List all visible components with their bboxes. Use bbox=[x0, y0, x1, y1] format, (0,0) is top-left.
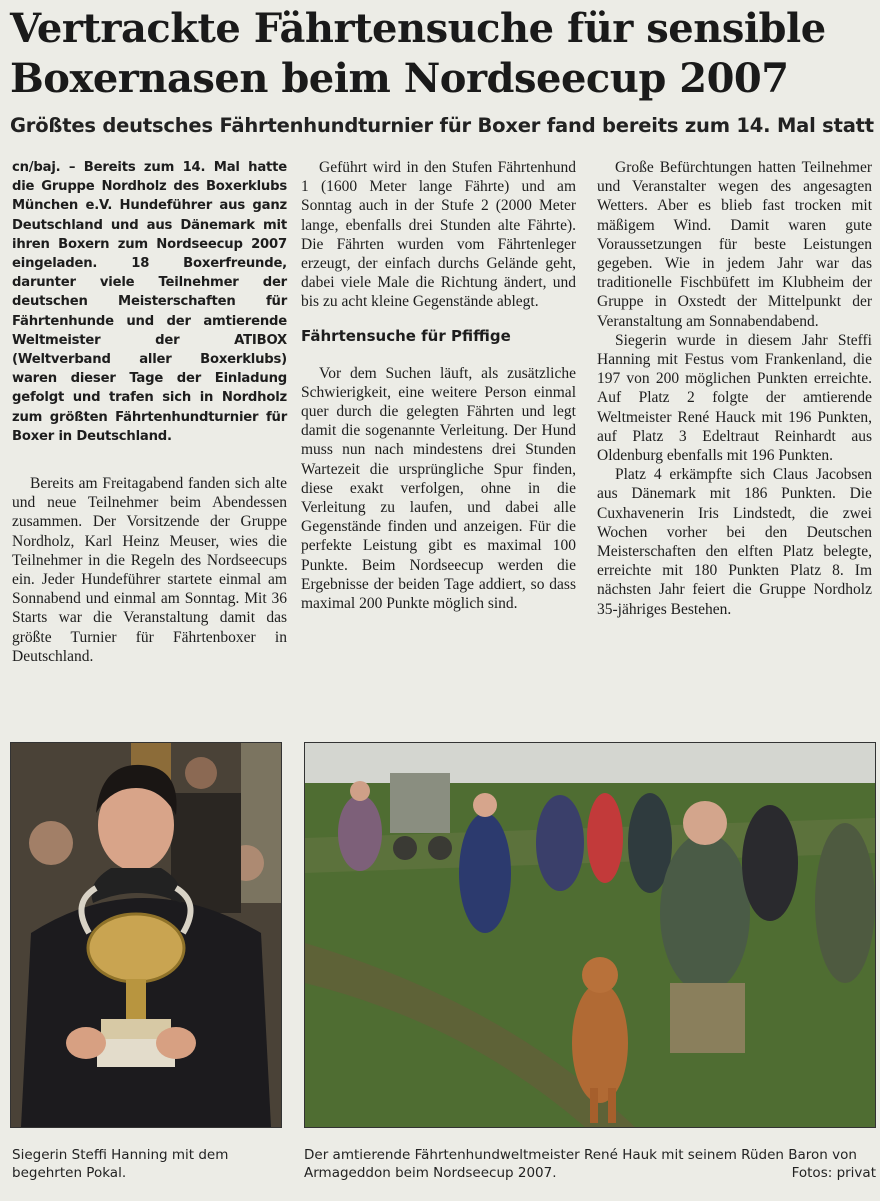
column-1 bbox=[12, 158, 287, 666]
body-paragraph: Bereits am Freitagabend fanden sich alte und neue Teilnehmer beim Abendessen zusammen. Der Vorsitzende der Gruppe Nordholz, Karl Heinz Meuser, wies die Teilnehmer in die Regeln des Nordseecups ein. Jeder Hundeführer startete einmal am Sonnabend und einmal am Sonntag. Mit 36 Starts war die Veranstaltung damit das größte Turnier für Fährtenboxer in Deutschland. bbox=[12, 475, 287, 665]
section-heading: Fährtensuche für Pfiffige bbox=[301, 326, 511, 345]
photo-caption-2 bbox=[304, 1146, 876, 1182]
headline bbox=[10, 4, 875, 104]
subheadline: Größtes deutsches Fährtenhundturnier für Boxer fand bereits zum 14. Mal statt bbox=[10, 114, 874, 137]
column-3 bbox=[597, 158, 872, 619]
body-paragraph: Große Befürchtungen hatten Teilnehmer und Veranstalter wegen des angesagten Wetters. Aber es blieb fast trocken mit mäßigem Wind. Damit waren gute Voraussetzungen für beste Leistungen gegeben. Wie in jedem Jahr war das traditionelle Fischbüfett im Klubheim der Gruppe in Oxstedt der Mittelpunkt der Veranstaltung am Sonnabendabend. bbox=[597, 159, 872, 330]
column-2 bbox=[301, 158, 576, 613]
lead-paragraph: cn/baj. – Bereits zum 14. Mal hatte die Gruppe Nordholz des Boxerklubs München e.V. Hundeführer aus ganz Deutschland und aus Dänemark mit ihren Boxern zum Nordseecup 2007 eingeladen. 18 Boxerfreunde, darunter viele Teilnehmer der deutschen Meisterschaften für Fährtenhunde und der amtierende Weltmeister der ATIBOX (Weltverband aller Boxerklubs) waren dieser Tage der Einladung gefolgt und trafen sich in Nordholz zum größten Fährtenhundturnier für Boxer in Deutschland. bbox=[12, 160, 287, 444]
photo-field-illustration bbox=[305, 743, 875, 1127]
photo-credit: Fotos: privat bbox=[791, 1165, 876, 1181]
headline-line-2: Boxernasen beim Nordseecup 2007 bbox=[10, 55, 789, 102]
photo-caption-1: Siegerin Steffi Hanning mit dem begehrten Pokal. bbox=[12, 1147, 229, 1181]
photo-field-group bbox=[304, 742, 876, 1128]
photo-caption-2-text: Der amtierende Fährtenhundweltmeister René Hauk mit seinem Rüden Baron von Armageddon beim Nordseecup 2007. bbox=[304, 1147, 857, 1181]
photo-winner-illustration bbox=[11, 743, 281, 1127]
body-paragraph: Siegerin wurde in diesem Jahr Steffi Hanning mit Festus vom Frankenland, die 197 von 200 möglichen Punkten erreichte. Auf Platz 2 folgte der amtierende Weltmeister René Hauck mit 196 Punkten, auf Platz 3 Edeltraut Reinhardt aus Oldenburg ebenfalls mit 196 Punkten. bbox=[597, 331, 872, 465]
photo-winner-trophy bbox=[10, 742, 282, 1128]
body-paragraph: Geführt wird in den Stufen Fährtenhund 1 (1600 Meter lange Fährte) und am Sonntag auch in der Stufe 2 (2000 Meter lange, ebenfalls drei Stunden alte Fährte). Die Fährten wurden vom Fährtenleger erzeugt, der einfach durchs Gelände geht, dabei viele Male die Richtung ändert, und bis zu acht kleine Gegenstände ablegt. bbox=[301, 159, 576, 311]
headline-line-1: Vertrackte Fährtensuche für sensible bbox=[10, 5, 826, 52]
body-paragraph: Vor dem Suchen läuft, als zusätzliche Schwierigkeit, eine weitere Person einmal quer durch die gelegten Fährten und legt damit die sogenannte Verleitung. Der Hund muss nun nach mindestens drei Stunden Wartezeit die ursprüngliche Spur finden, diese exakt verfolgen, ohne in die Verleitung zu laufen, und dabei alle Gegenstände finden und anzeigen. Für die perfekte Leistung gibt es maximal 100 Punkte. Beim Nordseecup werden die Ergebnisse der beiden Tage addiert, so dass maximal 200 Punkte möglich sind. bbox=[301, 364, 576, 613]
body-paragraph: Platz 4 erkämpfte sich Claus Jacobsen aus Dänemark mit 186 Punkten. Die Cuxhavenerin Iris Lindstedt, die zwei Wochen vorher bei den Deutschen Meisterschaften den elften Platz belegte, erreichte mit 180 Punkten Platz 8. Im nächsten Jahr feiert die Gruppe Nordholz 35-jähriges Bestehen. bbox=[597, 466, 872, 618]
